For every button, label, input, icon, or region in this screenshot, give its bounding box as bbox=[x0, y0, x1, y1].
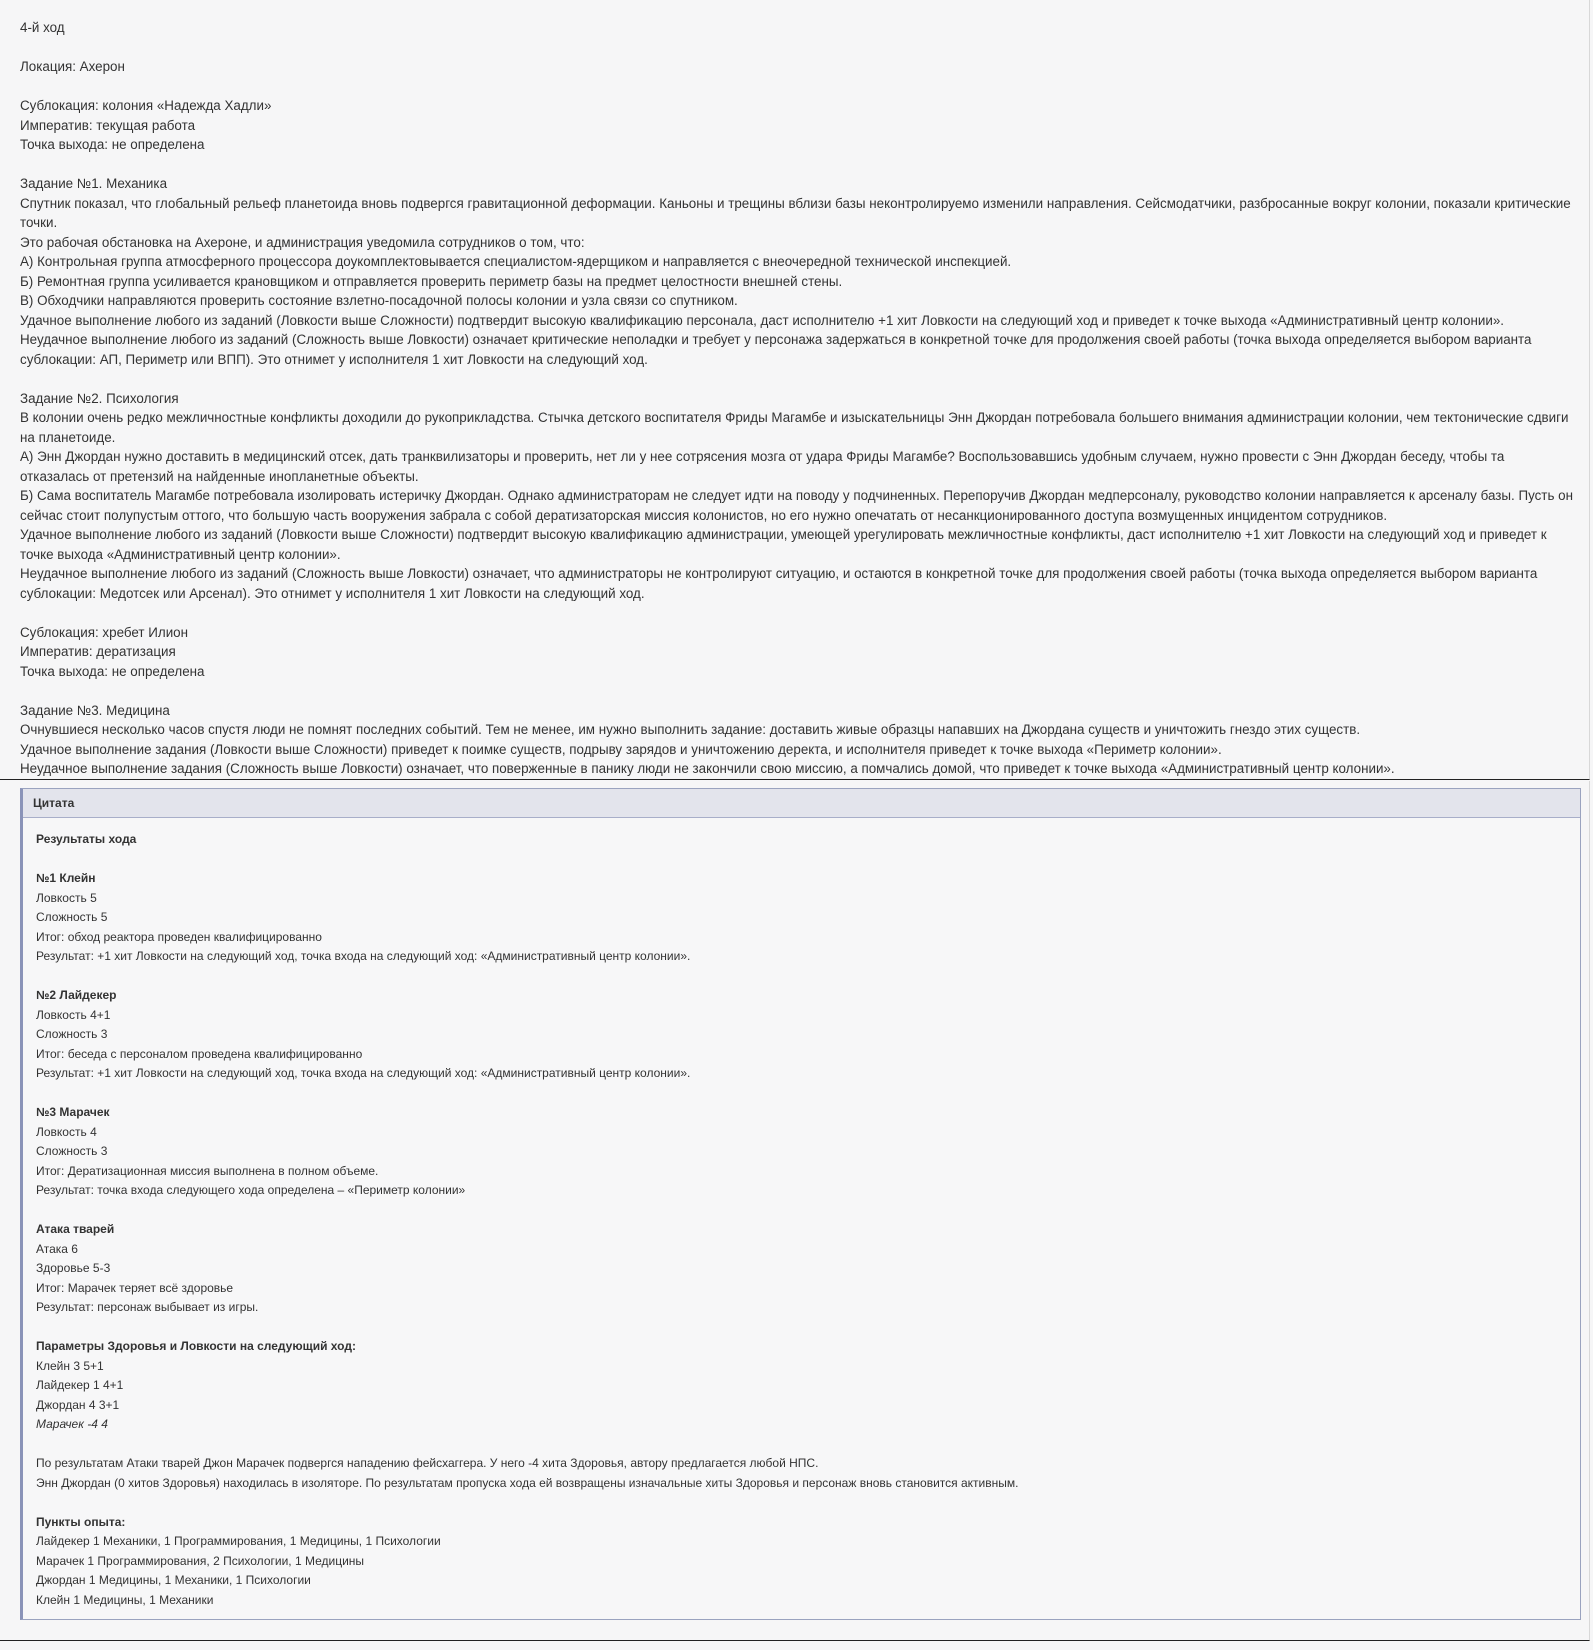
xp-line: Клейн 1 Медицины, 1 Механики bbox=[36, 1592, 214, 1607]
attack-line: Результат: персонаж выбывает из игры. bbox=[36, 1300, 259, 1314]
task-1-line: Неудачное выполнение любого из заданий (Сложность выше Ловкости) означает критические неполадки и требует у персонажа задержаться в конкретной точке для продолжения своей работы (точка выхода определяется выбором варианта сублокации: АП, Периметр или ВПП). Это отнимет у исполнителя 1 хит Ловкости на следующий ход. bbox=[20, 332, 1532, 367]
player-2-title: №2 Лайдекер bbox=[36, 988, 117, 1002]
task-3-line: Неудачное выполнение задания (Сложность выше Ловкости) означает, что поверженные в панику люди не закончили свою миссию, а помчались домой, что приведет к точке выхода «Административный центр колонии». bbox=[20, 761, 1395, 776]
task-1-line: Спутник показал, что глобальный рельеф планетоида вновь подвергся гравитационной деформации. Каньоны и трещины вблизи базы неконтролируемо изменили направления. Сейсмодатчики, разбросанные вокруг колонии, показали критические точки. bbox=[20, 195, 1571, 230]
player-2-line: Сложность 3 bbox=[36, 1027, 108, 1041]
attack-line: Здоровье 5-3 bbox=[36, 1261, 111, 1275]
post-body bbox=[0, 0, 1575, 798]
task-1-line: А) Контрольная группа атмосферного процессора доукомплектовывается специалистом-ядерщиком и направляется с внеочередной технической инспекцией. bbox=[20, 254, 1012, 269]
task-2-line: А) Энн Джордан нужно доставить в медицинский отсек, дать транквилизаторы и проверить, нет ли у нее сотрясения мозга от удара Фриды Магамбе? Воспользовавшись удобным случаем, нужно провести с Энн Джордан беседу, чтобы та отказалась от претензий на найденные инопланетные объекты. bbox=[20, 449, 1505, 484]
quote-block bbox=[20, 788, 1581, 1620]
quote-post bbox=[0, 781, 1590, 1641]
task-2-line: В колонии очень редко межличностные конфликты доходили до рукоприкладства. Стычка детского воспитателя Фриды Магамбе и изыскательницы Энн Джордан потребовала большего внимания администрации колонии, чем тектонические сдвиги на планетоиде. bbox=[20, 410, 1569, 445]
quote-body bbox=[23, 818, 1580, 1610]
attack-line: Итог: Марачек теряет всё здоровье bbox=[36, 1280, 234, 1295]
player-1-title: №1 Клейн bbox=[36, 871, 96, 885]
xp-title: Пункты опыта: bbox=[36, 1514, 126, 1529]
note-line: По результатам Атаки тварей Джон Марачек подвергся нападению фейсхаггера. У него -4 хита Здоровья, автору предлагается любой НПС. bbox=[36, 1456, 819, 1470]
task-1-line: Б) Ремонтная группа усиливается крановщиком и отправляется проверить периметр базы на предмет целостности внешней стены. bbox=[20, 273, 843, 289]
attack-title: Атака тварей bbox=[36, 1222, 115, 1236]
task-1-title: Задание №1. Механика bbox=[20, 176, 168, 191]
player-2-line: Ловкость 4+1 bbox=[36, 1007, 111, 1022]
task-1-line: Это рабочая обстановка на Ахероне, и администрация уведомила сотрудников о том, что: bbox=[20, 234, 585, 250]
task-2-line: Удачное выполнение любого из заданий (Ловкости выше Сложности) подтвердит высокую квалификацию администрации, умеющей урегулировать межличностные конфликты, даст исполнителю +1 хит Ловкости на следующий ход и приведет к точке выхода «Административный центр колонии». bbox=[20, 527, 1547, 562]
xp-line: Джордан 1 Медицины, 1 Механики, 1 Психологии bbox=[36, 1573, 311, 1587]
imperative-1: Императив: текущая работа bbox=[20, 117, 196, 133]
attack-line: Атака 6 bbox=[36, 1241, 78, 1256]
player-1-line: Сложность 5 bbox=[36, 910, 108, 924]
player-2-line: Итог: беседа с персоналом проведена квалифицированно bbox=[36, 1046, 363, 1061]
player-3-line: Результат: точка входа следующего хода определена – «Периметр колонии» bbox=[36, 1183, 466, 1197]
exit-point-1: Точка выхода: не определена bbox=[20, 137, 205, 152]
note-line: Энн Джордан (0 хитов Здоровья) находилась в изоляторе. По результатам пропуска хода ей возвращены изначальные хиты Здоровья и персонаж вновь становится активным. bbox=[36, 1475, 1019, 1490]
post bbox=[0, 0, 1590, 780]
params-line: Лайдекер 1 4+1 bbox=[36, 1378, 124, 1392]
results-title: Результаты хода bbox=[36, 832, 137, 846]
params-line: Джордан 4 3+1 bbox=[36, 1397, 120, 1412]
task-1-line: В) Обходчики направляются проверить состояние взлетно-посадочной полосы колонии и узла связи со спутником. bbox=[20, 293, 738, 308]
task-2-title: Задание №2. Психология bbox=[20, 390, 179, 406]
task-2-line: Неудачное выполнение любого из заданий (Сложность выше Ловкости) означает, что администраторы не контролируют ситуацию, и остаются в конкретной точке для продолжения своей работы (точка выхода определяется выбором варианта сублокации: Медотсек или Арсенал). Это отнимет у исполнителя 1 хит Ловкости на следующий ход. bbox=[20, 566, 1538, 601]
location: Локация: Ахерон bbox=[20, 59, 125, 74]
task-3-line: Очнувшиеся несколько часов спустя люди не помнят последних событий. Тем не менее, им нужно выполнить задание: доставить живые образцы напавших на Джордана существ и уничтожить гнездо этих существ. bbox=[20, 722, 1361, 737]
player-1-line: Итог: обход реактора проведен квалифицированно bbox=[36, 929, 322, 944]
sublocation-2: Сублокация: хребет Илион bbox=[20, 624, 189, 640]
sublocation-1: Сублокация: колония «Надежда Хадли» bbox=[20, 98, 272, 113]
imperative-2: Императив: дератизация bbox=[20, 644, 176, 659]
exit-point-2: Точка выхода: не определена bbox=[20, 663, 205, 679]
player-1-line: Ловкость 5 bbox=[36, 890, 97, 905]
params-line-italic: Марачек -4 4 bbox=[36, 1417, 108, 1431]
player-2-line: Результат: +1 хит Ловкости на следующий ход, точка входа на следующий ход: «Административный центр колонии». bbox=[36, 1066, 691, 1080]
task-2-line: Б) Сама воспитатель Магамбе потребовала изолировать истеричку Джордан. Однако администраторам не следует идти на поводу у подчиненных. Перепоручив Джордан медперсоналу, руководство колонии направляется к арсеналу базы. Пусть он сейчас стоит полупустым оттого, что большую часть вооружения забрала с собой дератизаторская миссия колонистов, но его нужно опечатать от несанкционированного доступа возмущенных инцидентом сотрудников. bbox=[20, 488, 1573, 523]
player-1-line: Результат: +1 хит Ловкости на следующий ход, точка входа на следующий ход: «Административный центр колонии». bbox=[36, 949, 691, 963]
params-title: Параметры Здоровья и Ловкости на следующий ход: bbox=[36, 1339, 356, 1353]
player-3-line: Сложность 3 bbox=[36, 1144, 108, 1158]
task-3-line: Удачное выполнение задания (Ловкости выше Сложности) приведет к поимке существ, подрыву зарядов и уничтожению деректа, и исполнителя приведет к точке выхода «Периметр колонии». bbox=[20, 741, 1222, 757]
player-3-title: №3 Марачек bbox=[36, 1105, 110, 1119]
player-3-line: Итог: Дератизационная миссия выполнена в полном объеме. bbox=[36, 1163, 379, 1178]
player-3-line: Ловкость 4 bbox=[36, 1124, 97, 1139]
xp-line: Лайдекер 1 Механики, 1 Программирования, 1 Медицины, 1 Психологии bbox=[36, 1534, 441, 1548]
quote-header: Цитата bbox=[23, 789, 1580, 818]
task-3-title: Задание №3. Медицина bbox=[20, 702, 170, 718]
turn-title: 4-й ход bbox=[20, 20, 65, 35]
params-line: Клейн 3 5+1 bbox=[36, 1358, 104, 1373]
task-1-line: Удачное выполнение любого из заданий (Ловкости выше Сложности) подтвердит высокую квалификацию персонала, даст исполнителю +1 хит Ловкости на следующий ход и приведет к точке выхода «Административный центр колонии». bbox=[20, 312, 1505, 328]
xp-line: Марачек 1 Программирования, 2 Психологии, 1 Медицины bbox=[36, 1553, 365, 1568]
